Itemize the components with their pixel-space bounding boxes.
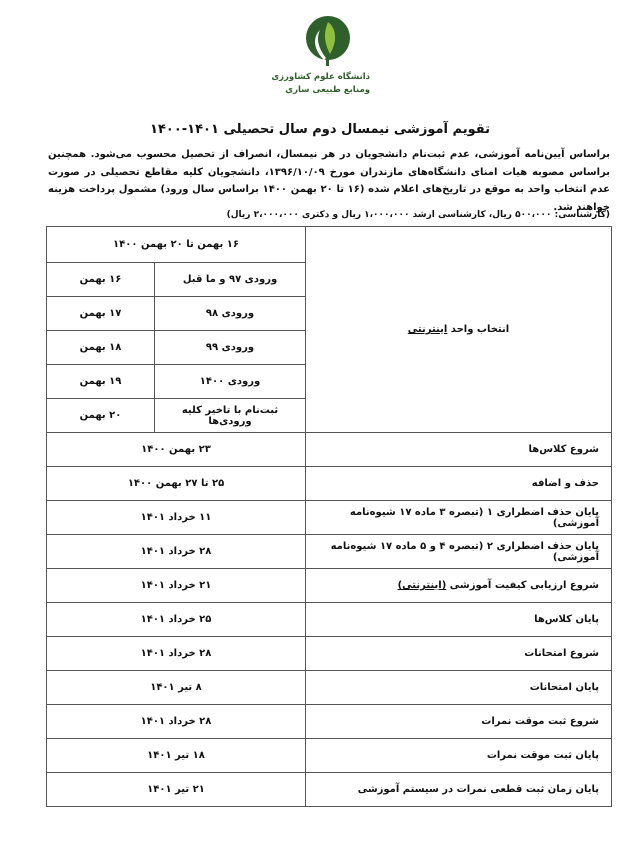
selection-date: ۱۹ بهمن <box>47 365 155 399</box>
intro-paragraph: براساس آیین‌نامه آموزشی، عدم ثبت‌نام دانشجویان در هر نیمسال، انصراف از تحصیل محسوب می‌شود. همچنین براساس مصوبه هیات امنای دانشگاه‌های مازندران مورخ ۱۳۹۶/۱۰/۰۹، دانشجویان کلیه مقاطع تحصیلی در صورت عدم انتخاب واحد به موقع در تاریخ‌های اعلام شده (۱۶ تا ۲۰ بهمن ۱۴۰۰ براساس سال ورود) مشمول پرداخت هزینه خواهند شد. <box>48 149 610 213</box>
event-date: ۲۱ خرداد ۱۴۰۱ <box>47 569 306 603</box>
event-label: پایان حذف اضطراری ۲ (تبصره ۴ و ۵ ماده ۱۷ شیوه‌نامه آموزشی) <box>306 535 612 569</box>
event-row <box>47 569 612 603</box>
event-row <box>47 603 612 637</box>
event-date: ۲۸ خرداد ۱۴۰۱ <box>47 637 306 671</box>
event-row <box>47 739 612 773</box>
selection-date: ۱۸ بهمن <box>47 331 155 365</box>
university-name-line2: ومنابع طبیعی ساری <box>285 85 370 95</box>
event-row <box>47 773 612 807</box>
selection-date: ۱۷ بهمن <box>47 297 155 331</box>
selection-label-cell <box>306 227 612 433</box>
event-date: ۱۱ خرداد ۱۴۰۱ <box>47 501 306 535</box>
selection-label-internet: اینترنتی <box>407 324 448 335</box>
event-label: شروع کلاس‌ها <box>306 433 612 467</box>
event-label: شروع ثبت موقت نمرات <box>306 705 612 739</box>
selection-label: انتخاب واحد <box>447 324 510 335</box>
calendar-table <box>46 226 612 807</box>
event-row <box>47 671 612 705</box>
university-name-line1: دانشگاه علوم کشاورزی <box>271 72 370 82</box>
event-row <box>47 637 612 671</box>
event-date: ۲۸ خرداد ۱۴۰۱ <box>47 535 306 569</box>
event-row <box>47 501 612 535</box>
selection-range-cell <box>47 227 306 263</box>
leaf-emblem-icon <box>302 14 354 70</box>
event-date: ۲۵ خرداد ۱۴۰۱ <box>47 603 306 637</box>
event-date: ۱۸ تیر ۱۴۰۱ <box>47 739 306 773</box>
event-label: پایان حذف اضطراری ۱ (تبصره ۳ ماده ۱۷ شیوه‌نامه آموزشی) <box>306 501 612 535</box>
event-label: پایان ثبت موقت نمرات <box>306 739 612 773</box>
event-label: پایان امتحانات <box>306 671 612 705</box>
event-row <box>47 433 612 467</box>
event-date: ۲۱ تیر ۱۴۰۱ <box>47 773 306 807</box>
selection-date: ۲۰ بهمن <box>47 399 155 433</box>
event-date: ۲۸ خرداد ۱۴۰۱ <box>47 705 306 739</box>
selection-group: ورودی ۹۷ و ما قبل <box>155 263 306 297</box>
selection-group: ثبت‌نام با تاخیر کلیه ورودی‌ها <box>155 399 306 433</box>
event-label: حذف و اضافه <box>306 467 612 501</box>
event-label: پایان زمان ثبت قطعی نمرات در سیستم آموزشی <box>306 773 612 807</box>
event-label: شروع امتحانات <box>306 637 612 671</box>
selection-date: ۱۶ بهمن <box>47 263 155 297</box>
university-logo <box>271 14 374 98</box>
event-label: شروع ارزیابی کیفیت آموزشی <box>446 580 599 591</box>
event-label-cell <box>306 569 612 603</box>
event-label-internet: (اینترنتی) <box>397 580 447 591</box>
fee-note: (کارشناسی: ۵۰۰،۰۰۰ ریال، کارشناسی ارشد ۱،۰۰۰،۰۰۰ ریال و دکتری ۲،۰۰۰،۰۰۰ ریال) <box>226 210 610 220</box>
event-date: ۸ تیر ۱۴۰۱ <box>47 671 306 705</box>
event-label: پایان کلاس‌ها <box>306 603 612 637</box>
event-row <box>47 705 612 739</box>
event-row <box>47 535 612 569</box>
selection-group: ورودی ۹۹ <box>155 331 306 365</box>
event-date: ۲۵ تا ۲۷ بهمن ۱۴۰۰ <box>47 467 306 501</box>
page-title: تقویم آموزشی نیمسال دوم سال تحصیلی ۱۴۰۱-۱۴۰۰ <box>150 122 490 137</box>
event-row <box>47 467 612 501</box>
selection-group: ورودی ۹۸ <box>155 297 306 331</box>
selection-range: ۱۶ بهمن تا ۲۰ بهمن ۱۴۰۰ <box>113 239 239 250</box>
selection-row <box>47 227 612 263</box>
event-date: ۲۳ بهمن ۱۴۰۰ <box>47 433 306 467</box>
selection-group: ورودی ۱۴۰۰ <box>155 365 306 399</box>
